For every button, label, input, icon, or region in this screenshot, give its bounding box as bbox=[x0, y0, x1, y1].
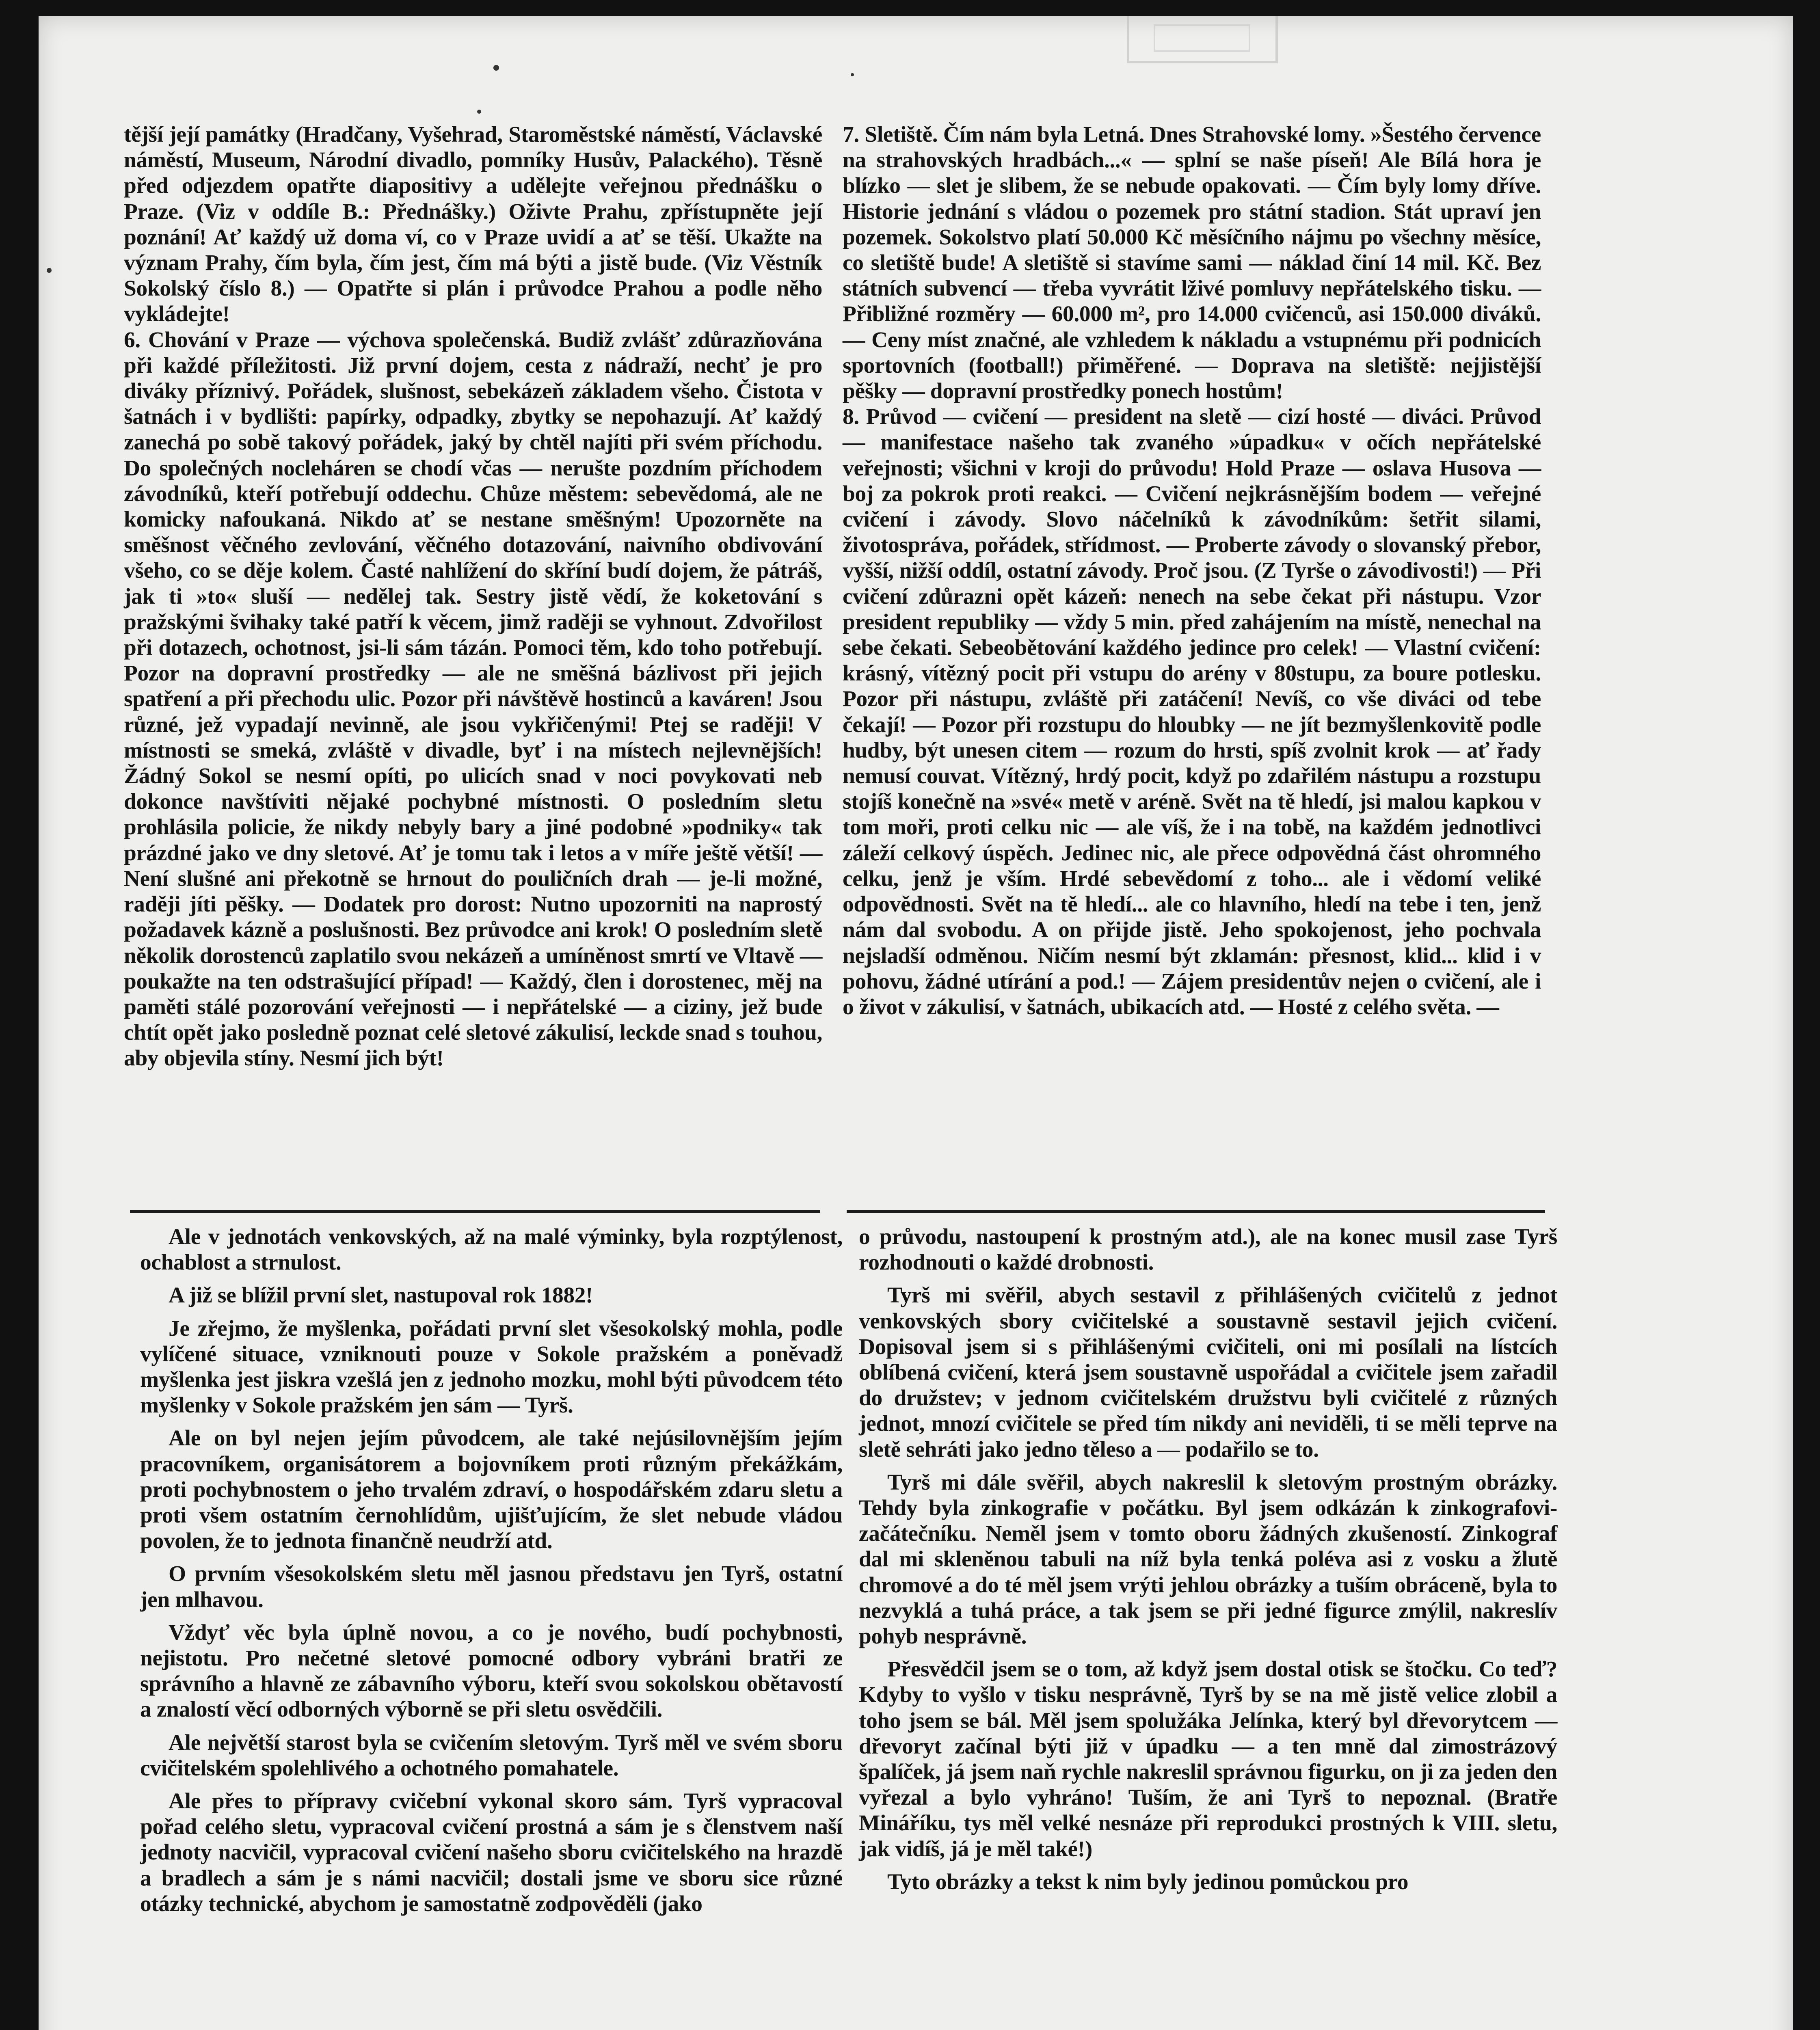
text-paragraph: Ale největší starost byla se cvičením sletovým. Tyrš měl ve svém sboru cvičitelském spolehlivého a ochotného pomahatele. bbox=[140, 1730, 843, 1781]
text-paragraph: Tyto obrázky a tekst k nim byly jedinou pomůckou pro bbox=[887, 1869, 1409, 1894]
text-paragraph: O prvním všesokolském sletu měl jasnou představu jen Tyrš, ostatní jen mlhavou. bbox=[140, 1561, 843, 1612]
text-paragraph: A již se blížil první slet, nastupoval rok 1882! bbox=[169, 1283, 593, 1308]
lower-left-column bbox=[140, 1224, 843, 1917]
stamp-inner-box bbox=[1154, 24, 1250, 52]
text-paragraph: Tyrš mi dále svěřil, abych nakreslil k sletovým prostným obrázky. Tehdy byla zinkografie v počátku. Byl jsem odkázán k zinkografovi-začátečníku. Neměl jsem v tomto oboru žádných zkušeností. Zinkograf dal mi skleněnou tabuli na níž byla tenká poléva asi z vosku a žlutě chromové a do té měl jsem vrýti jehlou obrázky a tuším obráceně, byla to nezvyklá a tuhá práce, a tak jsem se při jedné figurce zmýlil, nakreslív pohyb nesprávně. bbox=[859, 1470, 1557, 1649]
text-paragraph: Je zřejmo, že myšlenka, pořádati první slet všesokolský mohla, podle vylíčené situace, vzniknouti pouze v Sokole pražském a poněvadž myšlenka jest jiskra vzešlá jen z jednoho mozku, mohl býti původcem této myšlenky v Sokole pražském jen sám — Tyrš. bbox=[140, 1316, 843, 1418]
print-speck bbox=[851, 73, 854, 76]
section-divider-left bbox=[130, 1210, 820, 1213]
print-speck bbox=[477, 110, 481, 114]
text-paragraph: 6. Chování v Praze — výchova společenská. Budiž zvlášť zdůrazňována při každé příležitosti. Již první dojem, cesta z nádraží, nechť je pro diváky příznivý. Pořádek, slušnost, sebekázeň základem všeho. Čistota v šatnách i v bydlišti: papírky, odpadky, zbytky se nepohazují. Ať každý zanechá po sobě takový pořádek, jaký by chtěl najíti při svém příchodu. Do společných nocleháren se chodí včas — nerušte pozdním příchodem závodníků, kteří potřebují oddechu. Chůze městem: sebevědomá, ale ne komicky nafoukaná. Nikdo ať se nestane směšným! Upozorněte na směšnost věčného zevlování, věčného dotazování, naivního obdivování všeho, co se děje kolem. Časté nahlížení do skříní budí dojem, že pátráš, jak ti »to« sluší — nedělej tak. Sestry jistě vědí, že koketování s pražskými švihaky také patří k věcem, jimž raději se vyhnout. Zdvořilost při dotazech, ochotnost, jsi-li sám tázán. Pomoci těm, kdo toho potřebují. Pozor na dopravní prostředky — ale ne směšná bázlivost při jejich spatření a při přechodu ulic. Pozor při návštěvě hostinců a kaváren! Jsou různé, jež vypadají nevinně, ale jsou vykřičenými! Ptej se raději! V místnosti se smeká, zvláště v divadle, byť i na místech nejlevnějších! Žádný Sokol se nesmí opíti, po ulicích snad v noci povykovati neb dokonce navštíviti nějaké pochybné místnosti. O posledním sletu prohlásila policie, že nikdy nebyly bary a jiné podobné »podniky« tak prázdné jako ve dny sletové. Ať je tomu tak i letos a v míře ještě větší! — Není slušné ani překotně se hrnout do pouličních drah — je-li možné, raději jíti pěšky. — Dodatek pro dorost: Nutno upozorniti na naprostý požadavek kázně a poslušnosti. Bez průvodce ani krok! O posledním sletě několik dorostenců zaplatilo svou nekázeň a umíněnost smrtí ve Vltavě — poukažte na ten odstrašující případ! — Každý, člen i dorostenec, měj na paměti stálé pozorování veřejnosti — i nepřátelské — a ciziny, jež bude chtít opět jako posledně poznat celé sletové zákulisí, leckde snad s touhou, aby objevila stíny. Nesmí jich být! bbox=[124, 327, 822, 1071]
text-paragraph: Ale v jednotách venkovských, až na malé výminky, byla rozptýlenost, ochablost a strnulost. bbox=[140, 1224, 843, 1275]
text-paragraph: Ale on byl nejen jejím původcem, ale také nejúsilovnějším jejím pracovníkem, organisátorem a bojovníkem proti různým překážkám, proti pochybnostem o jeho trvalém zdraví, o hospodářském zdaru sletu a proti všem ostatním černohlídům, ujišťujícím, že slet nebude vládou povolen, že to jednota finančně neudrží atd. bbox=[140, 1426, 843, 1554]
lower-right-column bbox=[859, 1224, 1557, 1895]
print-speck bbox=[493, 65, 499, 71]
print-speck bbox=[47, 268, 52, 273]
upper-right-column bbox=[843, 122, 1541, 1020]
text-paragraph: Ale přes to přípravy cvičební vykonal skoro sám. Tyrš vypracoval pořad celého sletu, vypracoval cvičení prostná a sám je s členstvem naší jednoty nacvičil, vypracoval cvičení našeho sboru cvičitelského na hrazdě a bradlech a sám je s námi nacvičil; dostali jsme ve sboru sice různé otázky technické, abychom je samostatně zodpověděli (jako bbox=[140, 1789, 843, 1916]
upper-left-column bbox=[124, 122, 822, 1071]
text-paragraph: o průvodu, nastoupení k prostným atd.), ale na konec musil zase Tyrš rozhodnouti o každé drobnosti. bbox=[859, 1224, 1557, 1275]
text-paragraph: Vždyť věc byla úplně novou, a co je nového, budí pochybnosti, nejistotu. Pro nečetné sletové pomocné odbory vybráni bratři ze správního a hlavně ze zábavního výboru, kteří svou sokolskou obětavostí a znalostí věcí odborných výborně se při sletu osvědčili. bbox=[140, 1620, 843, 1722]
text-paragraph: 8. Průvod — cvičení — president na sletě — cizí hosté — diváci. Průvod — manifestace našeho tak zvaného »úpadku« v očích nepřátelské veřejnosti; všichni v kroji do průvodu! Hold Praze — oslava Husova — boj za pokrok proti reakci. — Cvičení nejkrásnějším bodem — veřejné cvičení i závody. Slovo náčelníků k závodníkům: šetřit silami, životospráva, pořádek, střídmost. — Proberte závody o slovanský přebor, vyšší, nižší oddíl, ostatní závody. Proč jsou. (Z Tyrše o závodivosti!) — Při cvičení zdůrazni opět kázeň: nenech na sebe čekat při nástupu. Vzor president republiky — vždy 5 min. před zahájením na místě, nenechal na sebe čekati. Sebeobětování každého jedince pro celek! — Vlastní cvičení: krásný, vítězný pocit při vstupu do arény v 80stupu, za boure potlesku. Pozor při nástupu, zvláště při zatáčení! Nevíš, co vše diváci od tebe čekají! — Pozor při rozstupu do hloubky — ne jít bezmyšlenkovitě podle hudby, být unesen citem — rozum do hrsti, spíš zvolnit krok — ať řady nemusí couvat. Vítězný, hrdý pocit, když po zdařilém nástupu a rozstupu stojíš konečně na »své« metě v aréně. Svět na tě hledí, jsi malou kapkou v tom moři, proti celku nic — ale víš, že i na tobě, na každém jednotlivci záleží celkový úspěch. Jedinec nic, ale přece odpovědná část ohromného celku, jenž je vším. Hrdé sebevědomí z toho... ale i vědomí veliké odpovědnosti. Svět na tě hledí... ale co hlavního, hledí na tebe i ten, jenž nám dal svobodu. A on přijde jistě. Jeho spokojenost, jeho pochvala nejsladší odměnou. Ničím nesmí být zklamán: přesnost, klid... klid i v pohovu, žádné utírání a pod.! — Zájem presidentův nejen o cvičení, ale i o život v zákulisí, v šatnách, ubikacích atd. — Hosté z celého světa. — bbox=[843, 404, 1541, 1019]
text-paragraph: Přesvědčil jsem se o tom, až když jsem dostal otisk se štočku. Co teď? Kdyby to vyšlo v tisku nesprávně, Tyrš by se na mě jistě velice zlobil a toho jsem se bál. Měl jsem spolužáka Jelínka, který byl dřevorytcem — dřevoryt začínal býti již v úpadku — a ten mně dal zimostrázový špalíček, já jsem naň rychle nakreslil správnou figurku, on ji za jeden den vyřezal a bylo vyhráno! Tuším, že ani Tyrš to nepoznal. (Bratře Mináříku, tys měl velké nesnáze při reprodukci prostných k VIII. sletu, jak vidíš, já je měl také!) bbox=[859, 1657, 1557, 1862]
text-paragraph: Tyrš mi svěřil, abych sestavil z přihlášených cvičitelů z jednot venkovských sbory cvičitelské a soustavně sestavil jejich cvičení. Dopisoval jsem si s přihlášenými cvičiteli, oni mi posílali na lístcích oblíbená cvičení, která jsem soustavně uspořádal a cvičitele jsem zařadil do družstev; v jednom cvičitelském družstvu byli cvičitelé z různých jednot, mnozí cvičitele se před tím nikdy ani neviděli, ti se měli teprve na sletě sehráti jako jedno těleso a — podařilo se to. bbox=[859, 1283, 1557, 1462]
text-paragraph: 7. Sletiště. Čím nám byla Letná. Dnes Strahovské lomy. »Šestého července na strahovských hradbách...« — splní se naše píseň! Ale Bílá hora je blízko — slet je slibem, že se nebude opakovati. — Čím byly lomy dříve. Historie jednání s vládou o pozemek pro státní stadion. Stát upraví jen pozemek. Sokolstvo platí 50.000 Kč měsíčního nájmu po všechny měsíce, co sletiště bude! A sletiště si stavíme sami — náklad činí 14 mil. Kč. Bez státních subvencí — třeba vyvrátit lživé pomluvy nepřátelského tisku. — Přibližné rozměry — 60.000 m², pro 14.000 cvičenců, asi 150.000 diváků. — Ceny míst značné, ale vzhledem k nákladu a vstupnému při podnicích sportovních (football!) přiměřené. — Doprava na sletiště: nejjistější pěšky — dopravní prostředky ponech hostům! bbox=[843, 122, 1541, 404]
text-paragraph: tější její památky (Hradčany, Vyšehrad, Staroměstské náměstí, Václavské náměstí, Museum, Národní divadlo, pomníky Husův, Palackého). Těsně před odjezdem opatřte diapositivy a udělejte veřejnou přednášku o Praze. (Viz v oddíle B.: Přednášky.) Oživte Prahu, zpřístupněte její poznání! Ať každý už doma ví, co v Praze uvidí a ať se těší. Ukažte na význam Prahy, čím byla, čím jest, čím má býti a jistě bude. (Viz Věstník Sokolský číslo 8.) — Opatřte si plán i průvodce Prahou a podle něho vykládejte! bbox=[124, 122, 822, 327]
section-divider-right bbox=[847, 1210, 1545, 1213]
library-stamp bbox=[1127, 16, 1278, 63]
